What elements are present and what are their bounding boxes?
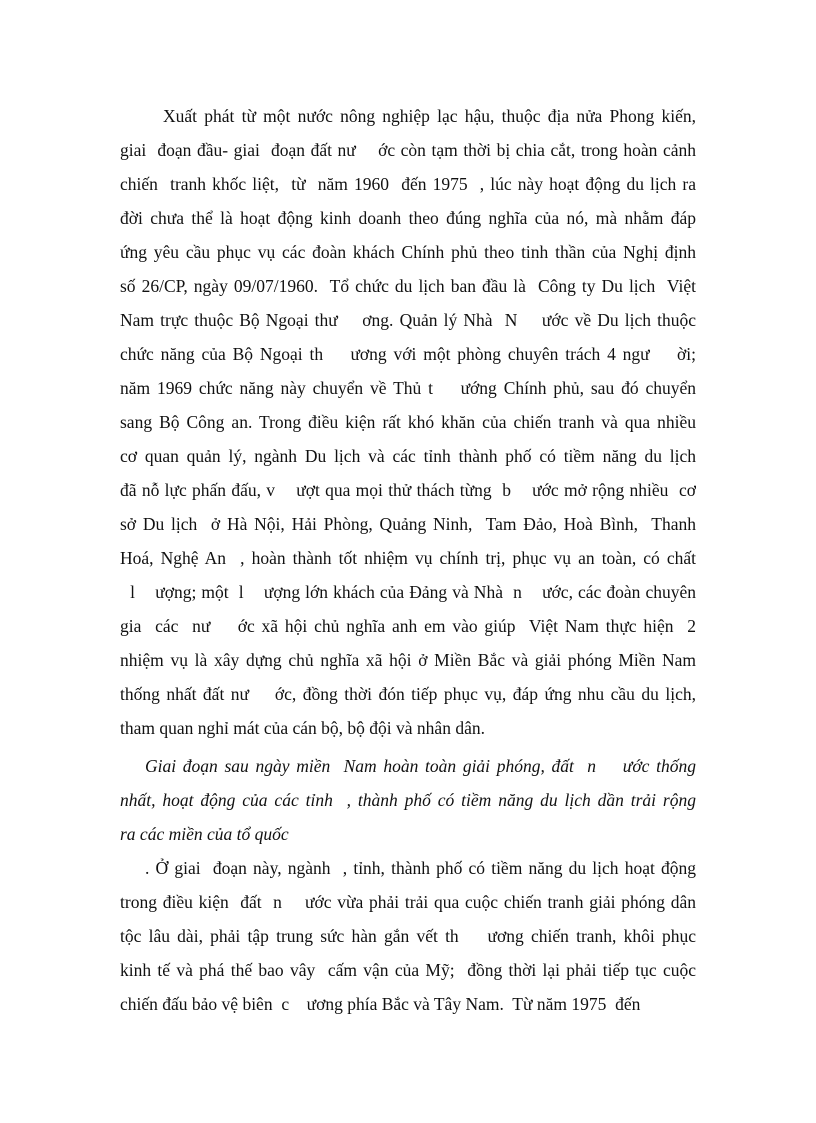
text-line: thống nhất đất nư ớc, đồng thời đón tiếp phục vụ, đáp ứng nhu cầu du lịch, [120,684,696,704]
text-line: đã nỗ lực phấn đấu, v ượt qua mọi thử thách từng b ước mở rộng nhiều cơ [120,480,696,500]
text-line: giai đoạn đầu- giai đoạn đất nư ớc còn tạm thời bị chia cắt, trong hoàn cảnh [120,140,696,160]
text-line: đời chưa thể là hoạt động kinh doanh theo đúng nghĩa của nó, mà nhằm đáp [120,208,696,228]
italic-text-line: Giai đoạn sau ngày miền Nam hoàn toàn giải phóng, đất n ước thống [145,756,696,776]
text-line: gia các nư ớc xã hội chủ nghĩa anh em vào giúp Việt Nam thực hiện 2 [120,616,696,636]
italic-text-line: ra các miền của tổ quốc [120,824,289,844]
text-line: Hoá, Nghệ An , hoàn thành tốt nhiệm vụ chính trị, phục vụ an toàn, có chất [120,548,696,568]
text-line: . Ở giai đoạn này, ngành , tỉnh, thành phố có tiềm năng du lịch hoạt động [145,858,696,878]
text-line: năm 1969 chức năng này chuyển về Thủ t ướng Chính phủ, sau đó chuyển [120,378,696,398]
text-line: tộc lâu dài, phải tập trung sức hàn gắn vết th ương chiến tranh, khôi phục [120,926,696,946]
italic-text-line: nhất, hoạt động của các tỉnh , thành phố có tiềm năng du lịch dần trải rộng [120,790,696,810]
text-line: kinh tế và phá thế bao vây cấm vận của Mỹ; đồng thời lại phải tiếp tục cuộc [120,960,696,980]
text-line: Nam trực thuộc Bộ Ngoại thư ơng. Quản lý Nhà N ước về Du lịch thuộc [120,310,696,330]
text-line: chiến đấu bảo vệ biên c ương phía Bắc và Tây Nam. Từ năm 1975 đến [120,994,641,1014]
text-line: sở Du lịch ở Hà Nội, Hải Phòng, Quảng Ninh, Tam Đảo, Hoà Bình, Thanh [120,514,696,534]
text-line: tham quan nghỉ mát của cán bộ, bộ đội và nhân dân. [120,718,485,738]
text-line: ứng yêu cầu phục vụ các đoàn khách Chính phủ theo tinh thần của Nghị định [120,242,696,262]
text-line: nhiệm vụ là xây dựng chủ nghĩa xã hội ở Miền Bắc và giải phóng Miền Nam [120,650,696,670]
text-line: sang Bộ Công an. Trong điều kiện rất khó khăn của chiến tranh và qua nhiều [120,412,696,432]
text-line: chức năng của Bộ Ngoại th ương với một phòng chuyên trách 4 ngư ời; [120,344,696,364]
text-line: cơ quan quản lý, ngành Du lịch và các tỉnh thành phố có tiềm năng du lịch [120,446,696,466]
text-line: trong điều kiện đất n ước vừa phải trải qua cuộc chiến tranh giải phóng dân [120,892,696,912]
text-line: Xuất phát từ một nước nông nghiệp lạc hậu, thuộc địa nửa Phong kiến, [163,106,696,126]
text-line: chiến tranh khốc liệt, từ năm 1960 đến 1975 , lúc này hoạt động du lịch ra [120,174,696,194]
text-line: l ượng; một l ượng lớn khách của Đảng và Nhà n ước, các đoàn chuyên [120,582,696,602]
text-line: số 26/CP, ngày 09/07/1960. Tổ chức du lịch ban đầu là Công ty Du lịch Việt [120,276,696,296]
